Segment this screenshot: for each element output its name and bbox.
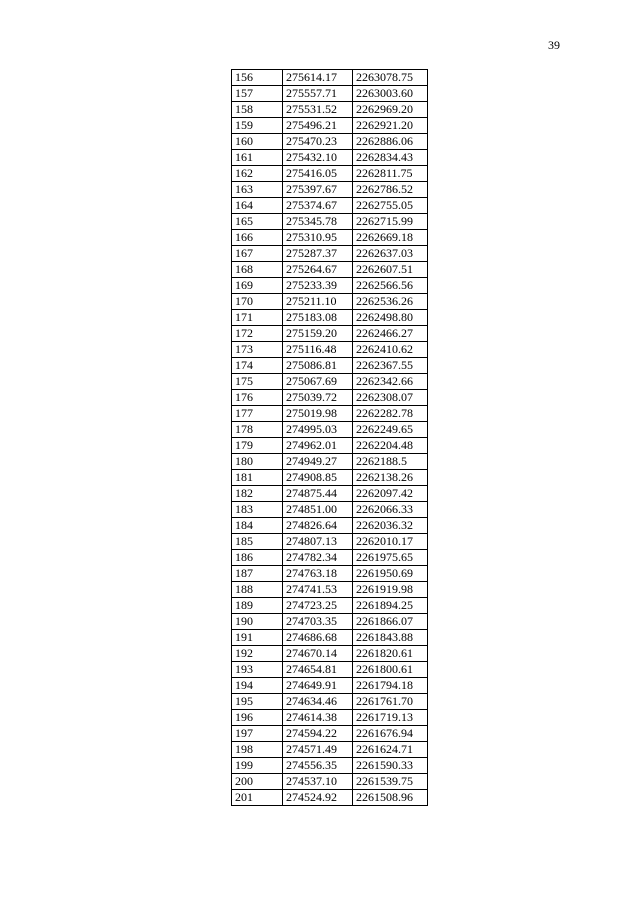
- y-coordinate-cell: 2261676.94: [353, 726, 428, 742]
- x-coordinate-cell: 275183.08: [283, 310, 353, 326]
- point-number-cell: 174: [232, 358, 283, 374]
- x-coordinate-cell: 275287.37: [283, 246, 353, 262]
- x-coordinate-cell: 274703.35: [283, 614, 353, 630]
- point-number-cell: 160: [232, 134, 283, 150]
- table-row: [232, 294, 428, 310]
- table-row: [232, 326, 428, 342]
- y-coordinate-cell: 2262204.48: [353, 438, 428, 454]
- table-row: [232, 582, 428, 598]
- table-row: [232, 598, 428, 614]
- x-coordinate-cell: 275039.72: [283, 390, 353, 406]
- table-row: [232, 502, 428, 518]
- point-number-cell: 182: [232, 486, 283, 502]
- point-number-cell: 158: [232, 102, 283, 118]
- x-coordinate-cell: 274875.44: [283, 486, 353, 502]
- x-coordinate-cell: 275067.69: [283, 374, 353, 390]
- table-row: [232, 742, 428, 758]
- table-row: [232, 118, 428, 134]
- table-row: [232, 790, 428, 806]
- x-coordinate-cell: 274782.34: [283, 550, 353, 566]
- point-number-cell: 168: [232, 262, 283, 278]
- x-coordinate-cell: 275531.52: [283, 102, 353, 118]
- point-number-cell: 188: [232, 582, 283, 598]
- table-row: [232, 166, 428, 182]
- x-coordinate-cell: 275374.67: [283, 198, 353, 214]
- table-row: [232, 518, 428, 534]
- y-coordinate-cell: 2261719.13: [353, 710, 428, 726]
- point-number-cell: 177: [232, 406, 283, 422]
- table-row: [232, 406, 428, 422]
- point-number-cell: 198: [232, 742, 283, 758]
- y-coordinate-cell: 2262755.05: [353, 198, 428, 214]
- x-coordinate-cell: 274763.18: [283, 566, 353, 582]
- point-number-cell: 196: [232, 710, 283, 726]
- table-row: [232, 182, 428, 198]
- x-coordinate-cell: 274537.10: [283, 774, 353, 790]
- y-coordinate-cell: 2261590.33: [353, 758, 428, 774]
- table-row: [232, 614, 428, 630]
- table-row: [232, 246, 428, 262]
- y-coordinate-cell: 2262466.27: [353, 326, 428, 342]
- table-row: [232, 534, 428, 550]
- y-coordinate-cell: 2261919.98: [353, 582, 428, 598]
- point-number-cell: 166: [232, 230, 283, 246]
- x-coordinate-cell: 274634.46: [283, 694, 353, 710]
- y-coordinate-cell: 2262342.66: [353, 374, 428, 390]
- table-row: [232, 678, 428, 694]
- y-coordinate-cell: 2262410.62: [353, 342, 428, 358]
- y-coordinate-cell: 2261800.61: [353, 662, 428, 678]
- table-row: [232, 310, 428, 326]
- x-coordinate-cell: 275432.10: [283, 150, 353, 166]
- x-coordinate-cell: 274686.68: [283, 630, 353, 646]
- x-coordinate-cell: 274594.22: [283, 726, 353, 742]
- y-coordinate-cell: 2262921.20: [353, 118, 428, 134]
- x-coordinate-cell: 275397.67: [283, 182, 353, 198]
- x-coordinate-cell: 274614.38: [283, 710, 353, 726]
- point-number-cell: 183: [232, 502, 283, 518]
- point-number-cell: 157: [232, 86, 283, 102]
- y-coordinate-cell: 2262886.06: [353, 134, 428, 150]
- table-row: [232, 470, 428, 486]
- y-coordinate-cell: 2262367.55: [353, 358, 428, 374]
- x-coordinate-cell: 274826.64: [283, 518, 353, 534]
- point-number-cell: 197: [232, 726, 283, 742]
- point-number-cell: 184: [232, 518, 283, 534]
- y-coordinate-cell: 2262969.20: [353, 102, 428, 118]
- y-coordinate-cell: 2262036.32: [353, 518, 428, 534]
- point-number-cell: 176: [232, 390, 283, 406]
- x-coordinate-cell: 274908.85: [283, 470, 353, 486]
- x-coordinate-cell: 274649.91: [283, 678, 353, 694]
- point-number-cell: 164: [232, 198, 283, 214]
- x-coordinate-cell: 275211.10: [283, 294, 353, 310]
- point-number-cell: 199: [232, 758, 283, 774]
- x-coordinate-cell: 274962.01: [283, 438, 353, 454]
- table-row: [232, 262, 428, 278]
- y-coordinate-cell: 2262607.51: [353, 262, 428, 278]
- y-coordinate-cell: 2262010.17: [353, 534, 428, 550]
- y-coordinate-cell: 2261624.71: [353, 742, 428, 758]
- x-coordinate-cell: 275264.67: [283, 262, 353, 278]
- table-row: [232, 758, 428, 774]
- x-coordinate-cell: 274851.00: [283, 502, 353, 518]
- table-row: [232, 150, 428, 166]
- point-number-cell: 156: [232, 70, 283, 86]
- table-row: [232, 454, 428, 470]
- x-coordinate-cell: 274571.49: [283, 742, 353, 758]
- y-coordinate-cell: 2262786.52: [353, 182, 428, 198]
- x-coordinate-cell: 274670.14: [283, 646, 353, 662]
- table-row: [232, 214, 428, 230]
- table-row: [232, 70, 428, 86]
- point-number-cell: 161: [232, 150, 283, 166]
- y-coordinate-cell: 2261975.65: [353, 550, 428, 566]
- x-coordinate-cell: 275345.78: [283, 214, 353, 230]
- table-row: [232, 390, 428, 406]
- coordinates-table-body: [232, 70, 428, 806]
- x-coordinate-cell: 274723.25: [283, 598, 353, 614]
- point-number-cell: 173: [232, 342, 283, 358]
- point-number-cell: 186: [232, 550, 283, 566]
- point-number-cell: 185: [232, 534, 283, 550]
- y-coordinate-cell: 2261761.70: [353, 694, 428, 710]
- x-coordinate-cell: 275116.48: [283, 342, 353, 358]
- point-number-cell: 195: [232, 694, 283, 710]
- x-coordinate-cell: 275416.05: [283, 166, 353, 182]
- point-number-cell: 171: [232, 310, 283, 326]
- point-number-cell: 201: [232, 790, 283, 806]
- y-coordinate-cell: 2262138.26: [353, 470, 428, 486]
- table-row: [232, 646, 428, 662]
- table-row: [232, 358, 428, 374]
- x-coordinate-cell: 275557.71: [283, 86, 353, 102]
- table-row: [232, 662, 428, 678]
- y-coordinate-cell: 2261820.61: [353, 646, 428, 662]
- y-coordinate-cell: 2261843.88: [353, 630, 428, 646]
- point-number-cell: 167: [232, 246, 283, 262]
- point-number-cell: 163: [232, 182, 283, 198]
- point-number-cell: 159: [232, 118, 283, 134]
- x-coordinate-cell: 274556.35: [283, 758, 353, 774]
- x-coordinate-cell: 274949.27: [283, 454, 353, 470]
- point-number-cell: 193: [232, 662, 283, 678]
- point-number-cell: 175: [232, 374, 283, 390]
- x-coordinate-cell: 275233.39: [283, 278, 353, 294]
- y-coordinate-cell: 2262188.5: [353, 454, 428, 470]
- table-row: [232, 342, 428, 358]
- table-row: [232, 278, 428, 294]
- y-coordinate-cell: 2262637.03: [353, 246, 428, 262]
- point-number-cell: 180: [232, 454, 283, 470]
- point-number-cell: 181: [232, 470, 283, 486]
- y-coordinate-cell: 2261950.69: [353, 566, 428, 582]
- y-coordinate-cell: 2262834.43: [353, 150, 428, 166]
- table-row: [232, 438, 428, 454]
- y-coordinate-cell: 2262249.65: [353, 422, 428, 438]
- x-coordinate-cell: 274741.53: [283, 582, 353, 598]
- y-coordinate-cell: 2262566.56: [353, 278, 428, 294]
- y-coordinate-cell: 2262308.07: [353, 390, 428, 406]
- y-coordinate-cell: 2261894.25: [353, 598, 428, 614]
- table-row: [232, 374, 428, 390]
- coordinates-table: [231, 69, 428, 806]
- table-row: [232, 550, 428, 566]
- table-row: [232, 694, 428, 710]
- point-number-cell: 172: [232, 326, 283, 342]
- point-number-cell: 187: [232, 566, 283, 582]
- table-row: [232, 710, 428, 726]
- table-row: [232, 726, 428, 742]
- y-coordinate-cell: 2262536.26: [353, 294, 428, 310]
- table-row: [232, 630, 428, 646]
- point-number-cell: 200: [232, 774, 283, 790]
- table-row: [232, 566, 428, 582]
- y-coordinate-cell: 2262715.99: [353, 214, 428, 230]
- y-coordinate-cell: 2261794.18: [353, 678, 428, 694]
- page-number: 39: [548, 38, 560, 52]
- y-coordinate-cell: 2262498.80: [353, 310, 428, 326]
- y-coordinate-cell: 2261866.07: [353, 614, 428, 630]
- y-coordinate-cell: 2262097.42: [353, 486, 428, 502]
- x-coordinate-cell: 275470.23: [283, 134, 353, 150]
- table-row: [232, 422, 428, 438]
- table-row: [232, 230, 428, 246]
- point-number-cell: 191: [232, 630, 283, 646]
- point-number-cell: 194: [232, 678, 283, 694]
- point-number-cell: 169: [232, 278, 283, 294]
- y-coordinate-cell: 2261508.96: [353, 790, 428, 806]
- point-number-cell: 189: [232, 598, 283, 614]
- x-coordinate-cell: 274524.92: [283, 790, 353, 806]
- table-row: [232, 198, 428, 214]
- x-coordinate-cell: 274807.13: [283, 534, 353, 550]
- y-coordinate-cell: 2263078.75: [353, 70, 428, 86]
- point-number-cell: 190: [232, 614, 283, 630]
- y-coordinate-cell: 2262282.78: [353, 406, 428, 422]
- table-row: [232, 486, 428, 502]
- table-row: [232, 102, 428, 118]
- x-coordinate-cell: 275614.17: [283, 70, 353, 86]
- table-row: [232, 134, 428, 150]
- y-coordinate-cell: 2262066.33: [353, 502, 428, 518]
- x-coordinate-cell: 275159.20: [283, 326, 353, 342]
- point-number-cell: 162: [232, 166, 283, 182]
- x-coordinate-cell: 275496.21: [283, 118, 353, 134]
- point-number-cell: 170: [232, 294, 283, 310]
- point-number-cell: 165: [232, 214, 283, 230]
- x-coordinate-cell: 275019.98: [283, 406, 353, 422]
- x-coordinate-cell: 275086.81: [283, 358, 353, 374]
- y-coordinate-cell: 2263003.60: [353, 86, 428, 102]
- x-coordinate-cell: 274995.03: [283, 422, 353, 438]
- point-number-cell: 179: [232, 438, 283, 454]
- x-coordinate-cell: 275310.95: [283, 230, 353, 246]
- y-coordinate-cell: 2261539.75: [353, 774, 428, 790]
- x-coordinate-cell: 274654.81: [283, 662, 353, 678]
- point-number-cell: 178: [232, 422, 283, 438]
- table-row: [232, 774, 428, 790]
- y-coordinate-cell: 2262669.18: [353, 230, 428, 246]
- point-number-cell: 192: [232, 646, 283, 662]
- table-row: [232, 86, 428, 102]
- y-coordinate-cell: 2262811.75: [353, 166, 428, 182]
